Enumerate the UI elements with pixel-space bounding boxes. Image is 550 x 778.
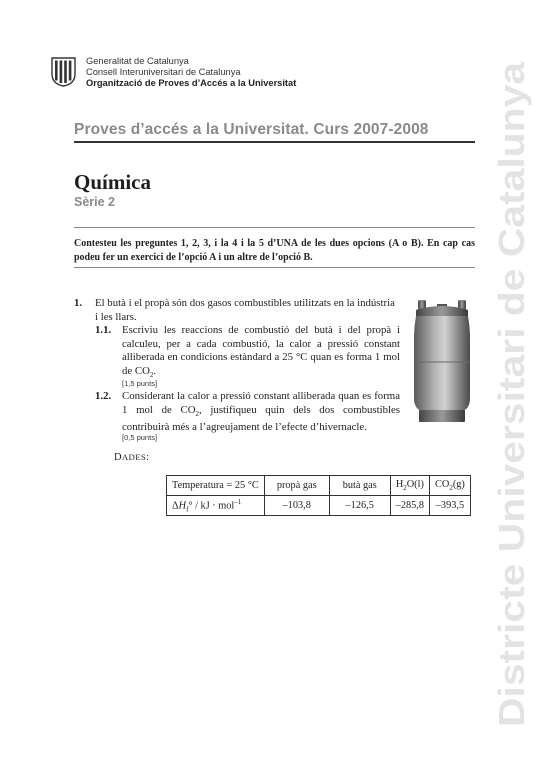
co2-g: (g) (452, 478, 465, 490)
title-divider (74, 141, 475, 143)
sidebar-text: Districte Universitari de Catalunya (491, 140, 532, 727)
water-o: O(l) (406, 478, 424, 490)
standard-degree: ° (188, 500, 193, 512)
table-header-row (167, 476, 471, 496)
dades-rest: ADES (121, 452, 147, 462)
water-h: H (395, 478, 404, 490)
subquestion-2-points: [0,5 punts] (122, 433, 158, 442)
delta-symbol: Δ (172, 500, 179, 512)
subquestion-number-1: 1.1. (95, 324, 112, 336)
question-number: 1. (74, 297, 83, 309)
water-subscript: 2 (403, 484, 407, 493)
serie-label: Sèrie 2 (74, 195, 116, 209)
table-header-water (390, 476, 429, 496)
table-header-buta: butà gas (329, 476, 390, 496)
table-row (167, 496, 471, 516)
institution-line-1: Generalitat de Catalunya (86, 56, 189, 66)
dades-first-letter: D (114, 452, 122, 463)
question-intro: El butà i el propà són dos gasos combustibles utilitzats en la indústria i les llars. (95, 297, 395, 323)
table-header-co2 (430, 476, 471, 496)
co2-subscript: 2 (449, 484, 453, 493)
subquestion-1-points: [1,5 punts] (122, 379, 158, 388)
enthalpy-h: H (178, 500, 187, 512)
subject-title: Química (74, 170, 151, 194)
table-header-propa: propà gas (264, 476, 329, 496)
data-table (166, 475, 471, 516)
subquestion-2-subscript: 2 (195, 409, 200, 418)
subquestion-1-subscript: 2 (149, 370, 154, 379)
gas-cylinder-icon (410, 298, 474, 424)
subquestion-2-text-main: Considerant la calor a pressió constant alliberada quan es forma 1 mol de CO (122, 390, 400, 416)
table-cell-buta: –126,5 (329, 496, 390, 516)
table-cell-co2: –393,5 (430, 496, 471, 516)
sidebar-vertical-text (490, 60, 536, 730)
instructions-text: Contesteu les preguntes 1, 2, 3, i la 4 i la 5 d’UNA de les dues opcions (A o B). En cap cas podeu fer un exercici de l’opció A i un altre de l’opció B. (74, 238, 475, 263)
table-header-temperature: Temperatura = 25 °C (167, 476, 265, 496)
subquestion-text-2 (122, 390, 400, 435)
instructions-divider-top (74, 227, 475, 228)
subquestion-number-2: 1.2. (95, 390, 112, 402)
institution-line-3: Organització de Proves d’Accés a la Universitat (86, 78, 297, 88)
table-cell-propa: –103,8 (264, 496, 329, 516)
unit-text: / kJ · mol (192, 500, 235, 512)
generalitat-logo-icon (51, 57, 76, 87)
table-cell-water: –285,8 (390, 496, 429, 516)
exam-title: Proves d’accés a la Universitat. Curs 2007-2008 (74, 121, 429, 138)
subquestion-text-1 (122, 324, 400, 383)
formation-subscript: f (186, 505, 189, 514)
instructions-divider-bottom (74, 267, 475, 268)
table-row-label (167, 496, 265, 516)
institution-block (86, 56, 296, 89)
dades-label (114, 452, 149, 463)
unit-exponent: –1 (234, 497, 242, 506)
subquestion-1-text-main: Escriviu les reaccions de combustió del butà i del propà i calculeu, per a cada combustió, la calor a pressió constant alliberada en condicions estàndard a 25 °C quan es forma 1 mol de CO (122, 324, 400, 377)
dades-colon: : (146, 452, 150, 463)
institution-line-2: Consell Interuniversitari de Catalunya (86, 67, 241, 77)
subquestion-2-text-end: , justifiqueu quin dels dos combustibles contribuirà més a l’agreujament de l’efecte d’hivernacle. (122, 403, 400, 434)
subquestion-1-text-end: . (153, 364, 157, 377)
co2-c: CO (435, 478, 450, 490)
